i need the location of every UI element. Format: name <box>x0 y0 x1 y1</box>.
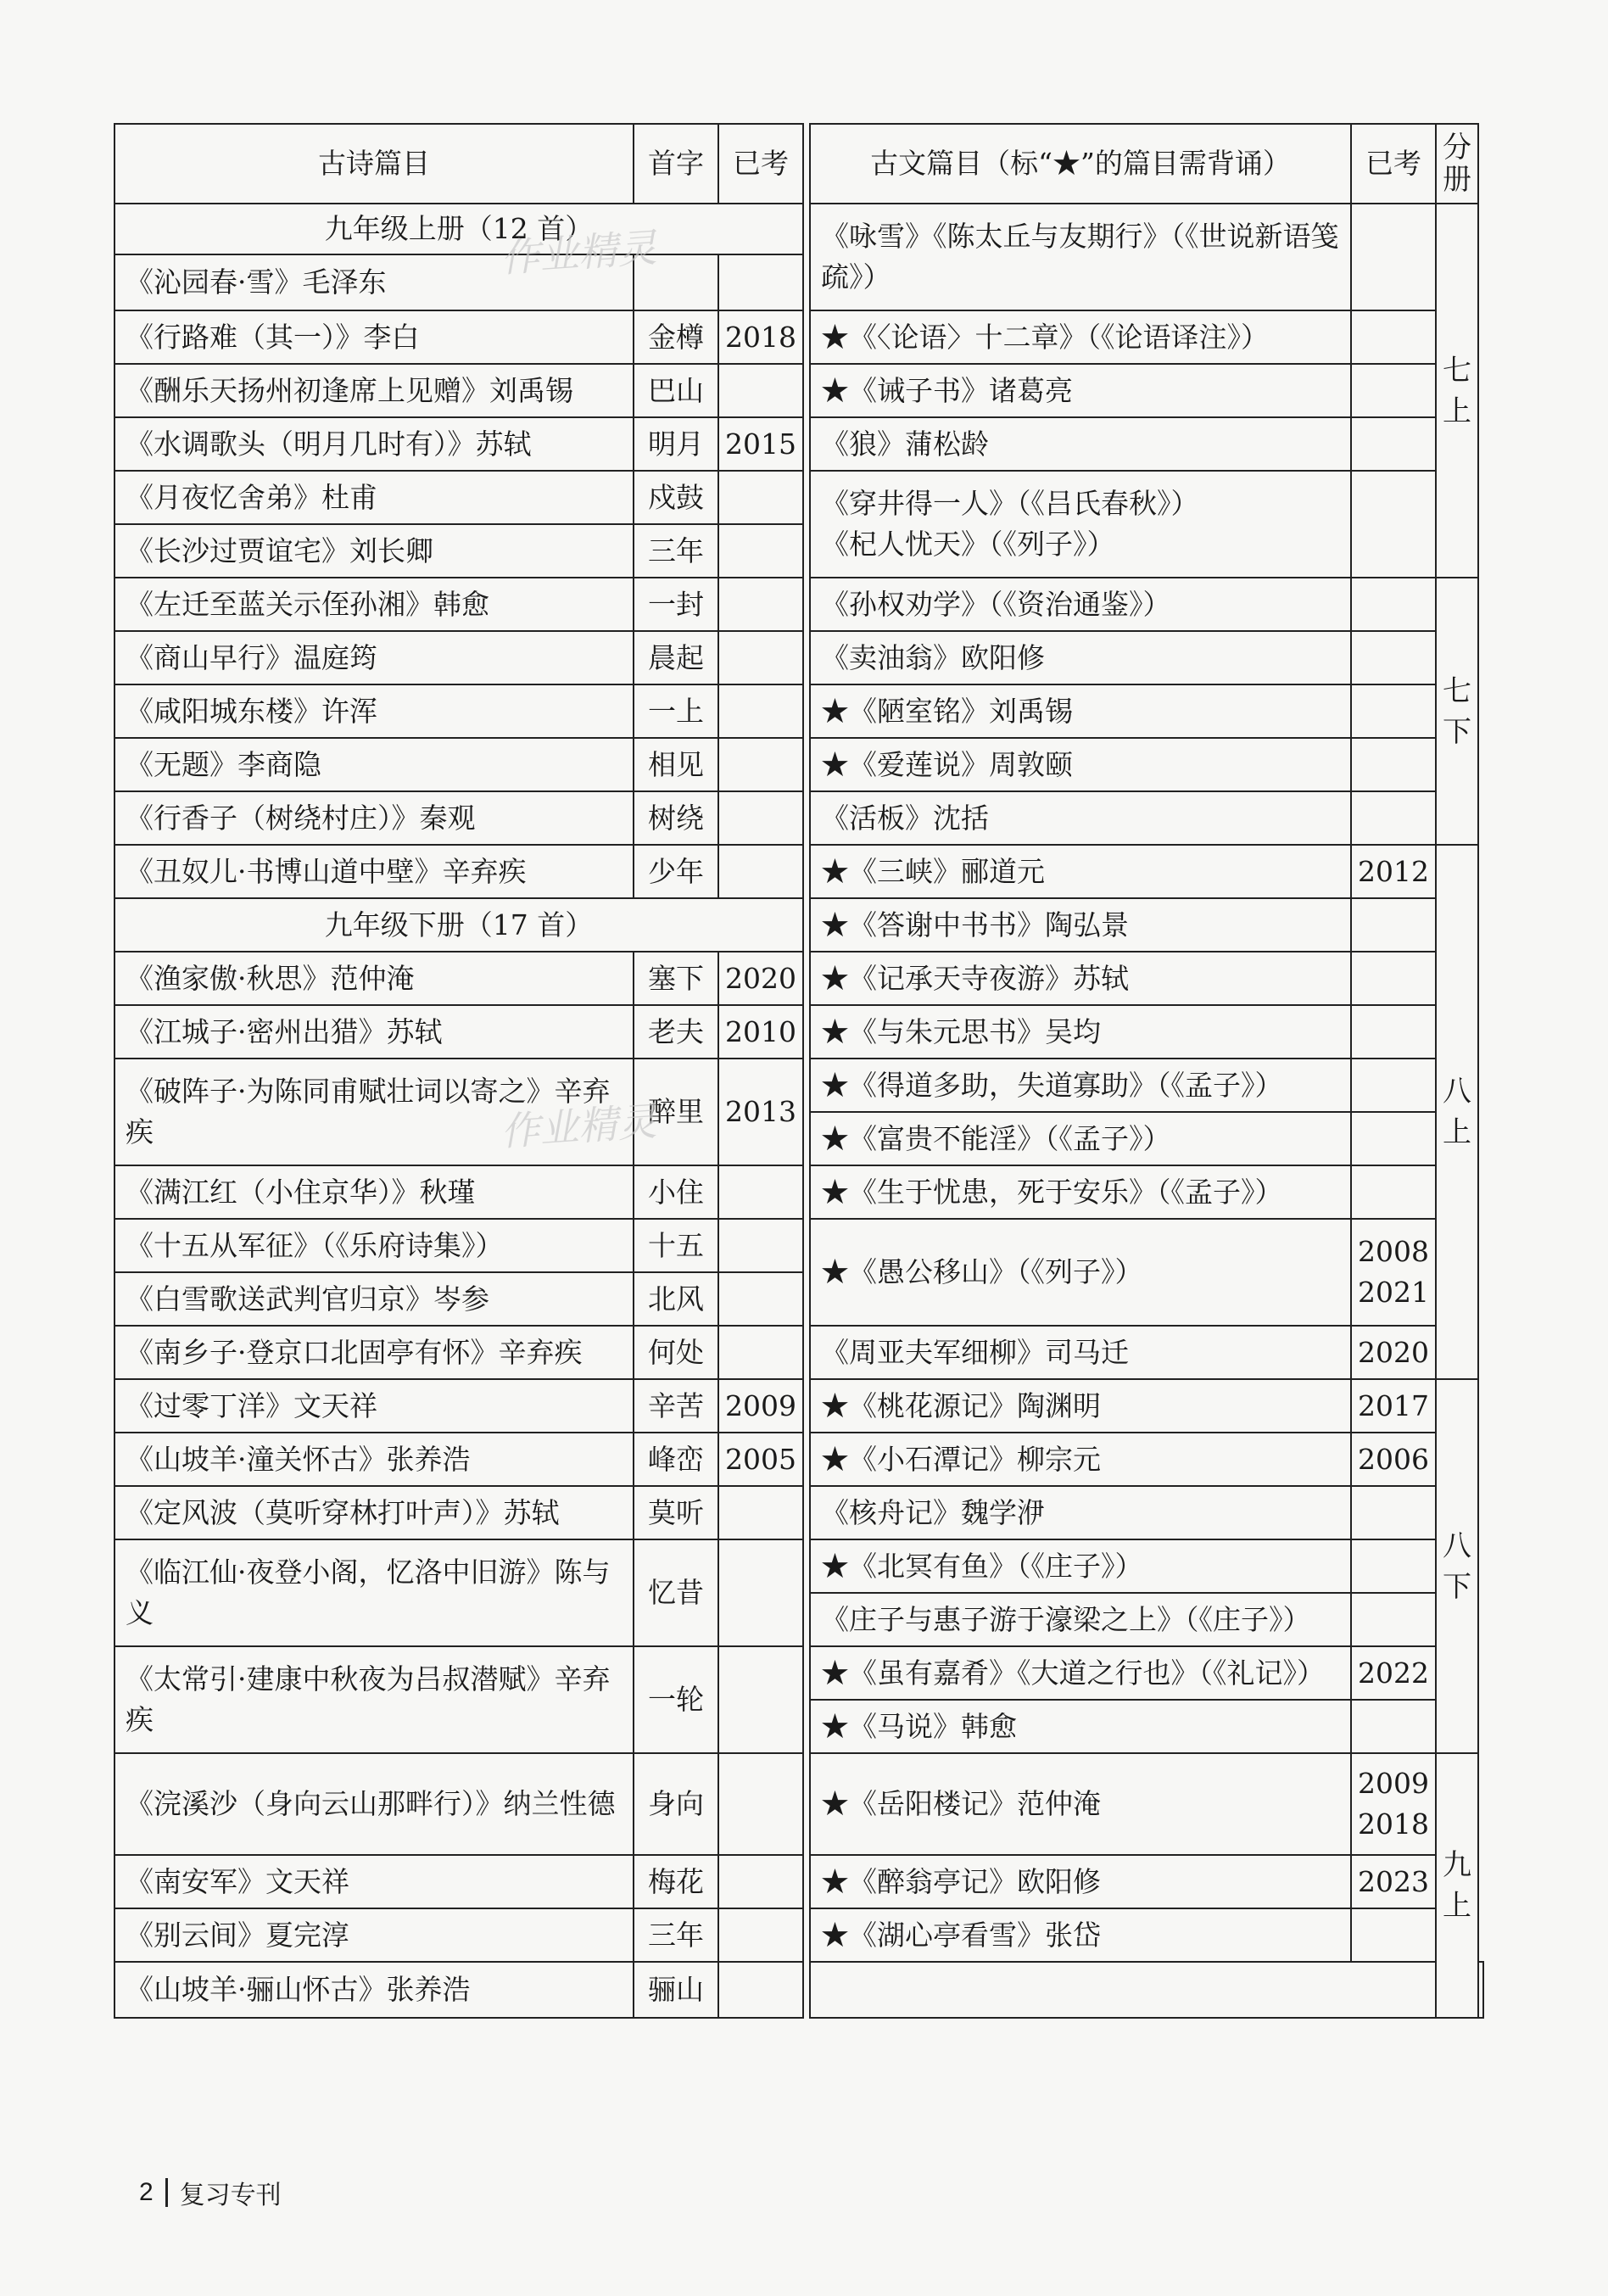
prose-tested-year <box>1351 471 1436 578</box>
poem-first-chars: 明月 <box>634 417 718 471</box>
poem-first-chars: 晨起 <box>634 631 718 684</box>
column-gap <box>803 1326 810 1379</box>
poem-tested-year <box>718 1646 803 1753</box>
prose-title: ★《爱莲说》周敦颐 <box>810 738 1351 791</box>
table-row <box>114 1059 1483 1112</box>
poem-first-chars: 峰峦 <box>634 1433 718 1486</box>
column-gap <box>803 738 810 791</box>
column-gap <box>803 254 810 310</box>
poem-first-chars: 树绕 <box>634 791 718 845</box>
column-gap <box>803 1005 810 1059</box>
poem-title: 《咸阳城东楼》许浑 <box>114 684 634 738</box>
volume-char: 九 <box>1443 1848 1471 1882</box>
poem-tested-year <box>718 1753 803 1855</box>
table-row <box>114 1486 1483 1539</box>
prose-title: ★《醉翁亭记》欧阳修 <box>810 1855 1351 1908</box>
poem-tested-year: 2005 <box>718 1433 803 1486</box>
poem-title: 《月夜忆舍弟》杜甫 <box>114 471 634 524</box>
prose-title: ★《生于忧患，死于安乐》（《孟子》） <box>810 1165 1351 1219</box>
poem-first-chars: 金樽 <box>634 310 718 364</box>
poem-title: 《左迁至蓝关示侄孙湘》韩愈 <box>114 578 634 631</box>
prose-tested-year <box>1351 364 1436 417</box>
prose-tested-year <box>1351 310 1436 364</box>
volume-label <box>1436 204 1478 578</box>
poem-first-chars: 三年 <box>634 1908 718 1962</box>
poem-title: 《山坡羊·潼关怀古》张养浩 <box>114 1433 634 1486</box>
volume-label <box>1436 1379 1478 1753</box>
poem-tested-year <box>718 1272 803 1326</box>
prose-title: ★《马说》韩愈 <box>810 1700 1351 1753</box>
table-row <box>114 1539 1483 1593</box>
table-row <box>114 471 1483 524</box>
table-row <box>114 684 1483 738</box>
prose-title: ★《答谢中书书》陶弘景 <box>810 898 1351 952</box>
table-row <box>114 310 1483 364</box>
prose-tested-year <box>1351 791 1436 845</box>
table-row <box>114 1433 1483 1486</box>
prose-title: ★《记承天寺夜游》苏轼 <box>810 952 1351 1005</box>
poem-title: 《行香子（树绕村庄）》秦观 <box>114 791 634 845</box>
poem-title: 《别云间》夏完淳 <box>114 1908 634 1962</box>
column-gap <box>803 791 810 845</box>
column-gap <box>803 1908 810 1962</box>
table-row <box>114 845 1483 898</box>
prose-tested-year <box>1351 1005 1436 1059</box>
prose-title: ★《湖心亭看雪》张岱 <box>810 1908 1351 1962</box>
prose-tested-year <box>1351 1486 1436 1539</box>
column-gap <box>803 1962 810 2018</box>
table-row <box>114 1379 1483 1433</box>
prose-title: ★《与朱元思书》吴均 <box>810 1005 1351 1059</box>
empty-cell <box>810 1962 1436 2018</box>
table-row <box>114 1326 1483 1379</box>
poem-tested-year: 2010 <box>718 1005 803 1059</box>
poem-first-chars: 三年 <box>634 524 718 578</box>
header-volume <box>1436 124 1478 204</box>
column-gap <box>803 204 810 254</box>
poem-tested-year: 2020 <box>718 952 803 1005</box>
table-row <box>114 1962 1483 2018</box>
header-prose-tested: 已考 <box>1351 124 1436 204</box>
tested-year: 2018 <box>1358 1807 1429 1841</box>
poem-tested-year <box>718 684 803 738</box>
prose-title: ★《愚公移山》（《列子》） <box>810 1219 1351 1326</box>
table-row <box>114 1753 1483 1855</box>
column-gap <box>803 1593 810 1646</box>
table-row <box>114 631 1483 684</box>
poem-title: 《太常引·建康中秋夜为吕叔潜赋》辛弃疾 <box>114 1646 634 1753</box>
poem-first-chars: 身向 <box>634 1753 718 1855</box>
poem-title: 《江城子·密州出猎》苏轼 <box>114 1005 634 1059</box>
poem-title: 《无题》李商隐 <box>114 738 634 791</box>
prose-title-line: 《杞人忧天》（《列子》） <box>821 528 1115 561</box>
poem-tested-year <box>718 1962 803 2018</box>
prose-title: 《咏雪》《陈太丘与友期行》（《世说新语笺疏》） <box>810 204 1351 310</box>
poem-title: 《过零丁洋》文天祥 <box>114 1379 634 1433</box>
prose-title: 《活板》沈括 <box>810 791 1351 845</box>
page-footer <box>139 2174 282 2211</box>
poem-tested-year <box>718 1219 803 1272</box>
prose-tested-years <box>1351 1753 1436 1855</box>
volume-char: 下 <box>1443 714 1471 749</box>
poem-title: 《长沙过贾谊宅》刘长卿 <box>114 524 634 578</box>
prose-tested-year: 2022 <box>1351 1646 1436 1700</box>
prose-tested-year <box>1351 1700 1436 1753</box>
poem-tested-year <box>718 1486 803 1539</box>
poem-title: 《十五从军征》（《乐府诗集》） <box>114 1219 634 1272</box>
poem-tested-year <box>718 1165 803 1219</box>
poem-first-chars: 十五 <box>634 1219 718 1272</box>
column-gap <box>803 1272 810 1326</box>
tested-year: 2008 <box>1358 1235 1429 1268</box>
poem-title: 《水调歌头（明月几时有）》苏轼 <box>114 417 634 471</box>
prose-tested-year <box>1351 952 1436 1005</box>
prose-tested-year <box>1351 1112 1436 1165</box>
poem-tested-year <box>718 524 803 578</box>
prose-tested-year <box>1351 898 1436 952</box>
prose-title: 《核舟记》魏学洢 <box>810 1486 1351 1539</box>
poem-tested-year <box>718 1539 803 1646</box>
column-gap <box>803 845 810 898</box>
poem-first-chars: 辛苦 <box>634 1379 718 1433</box>
tested-year: 2021 <box>1358 1276 1429 1309</box>
poem-first-chars: 一上 <box>634 684 718 738</box>
column-gap <box>803 364 810 417</box>
poem-title: 《浣溪沙（身向云山那畔行）》纳兰性德 <box>114 1753 634 1855</box>
watermark: 作业精灵 <box>499 224 658 282</box>
column-gap <box>803 1700 810 1753</box>
column-gap <box>803 1646 810 1700</box>
prose-tested-year <box>1351 631 1436 684</box>
column-gap <box>803 578 810 631</box>
column-gap <box>803 124 810 204</box>
poem-tested-year: 2009 <box>718 1379 803 1433</box>
table-row <box>114 738 1483 791</box>
column-gap <box>803 1753 810 1855</box>
poem-title: 《商山早行》温庭筠 <box>114 631 634 684</box>
syllabus-table-wrapper <box>114 123 1484 2019</box>
prose-title: ★《桃花源记》陶渊明 <box>810 1379 1351 1433</box>
poem-first-chars: 莫听 <box>634 1486 718 1539</box>
table-row <box>114 1855 1483 1908</box>
prose-title: ★《三峡》郦道元 <box>810 845 1351 898</box>
syllabus-table <box>114 123 1484 2019</box>
poem-title: 《白雪歌送武判官归京》岑参 <box>114 1272 634 1326</box>
prose-tested-year <box>1351 204 1436 310</box>
table-row <box>114 1165 1483 1219</box>
poem-first-chars: 骊山 <box>634 1962 718 2018</box>
column-gap <box>803 471 810 524</box>
table-row <box>114 364 1483 417</box>
poem-first-chars: 醉里 <box>634 1059 718 1165</box>
prose-title: 《卖油翁》欧阳修 <box>810 631 1351 684</box>
prose-tested-year <box>1351 1593 1436 1646</box>
column-gap <box>803 1112 810 1165</box>
prose-title: ★《〈论语〉十二章》（《论语译注》） <box>810 310 1351 364</box>
poem-first-chars: 塞下 <box>634 952 718 1005</box>
header-prose: 古文篇目（标“★”的篇目需背诵） <box>810 124 1351 204</box>
poem-tested-year: 2013 <box>718 1059 803 1165</box>
poem-first-chars: 一轮 <box>634 1646 718 1753</box>
volume-header-char: 册 <box>1443 163 1471 197</box>
volume-char: 上 <box>1443 394 1471 428</box>
table-row <box>114 952 1483 1005</box>
poem-tested-year <box>718 1326 803 1379</box>
table-row <box>114 1646 1483 1700</box>
header-poem: 古诗篇目 <box>114 124 634 204</box>
prose-tested-year <box>1351 1059 1436 1112</box>
prose-tested-year: 2012 <box>1351 845 1436 898</box>
poem-first-chars: 梅花 <box>634 1855 718 1908</box>
column-gap <box>803 684 810 738</box>
prose-title: ★《岳阳楼记》范仲淹 <box>810 1753 1351 1855</box>
poem-tested-year <box>718 364 803 417</box>
prose-tested-year: 2017 <box>1351 1379 1436 1433</box>
poem-first-chars: 老夫 <box>634 1005 718 1059</box>
prose-title <box>810 471 1351 578</box>
prose-tested-year: 2023 <box>1351 1855 1436 1908</box>
volume-char: 下 <box>1443 1569 1471 1604</box>
footer-title: 复习专刊 <box>179 2181 282 2210</box>
section-title: 九年级下册（17 首） <box>114 898 803 952</box>
poem-tested-year <box>718 845 803 898</box>
poem-tested-year <box>718 1855 803 1908</box>
poem-title: 《破阵子·为陈同甫赋壮词以寄之》辛弃疾 <box>114 1059 634 1165</box>
poem-title: 《酬乐天扬州初逢席上见赠》刘禹锡 <box>114 364 634 417</box>
volume-header-char: 分 <box>1443 131 1471 165</box>
table-row <box>114 791 1483 845</box>
prose-tested-year <box>1351 1165 1436 1219</box>
poem-first-chars: 戍鼓 <box>634 471 718 524</box>
header-row <box>114 124 1483 204</box>
poem-first-chars: 忆昔 <box>634 1539 718 1646</box>
poem-tested-year <box>718 471 803 524</box>
header-tested: 已考 <box>718 124 803 204</box>
section-title: 九年级上册（12 首） <box>114 204 803 254</box>
poem-tested-year <box>718 1908 803 1962</box>
volume-char: 上 <box>1443 1889 1471 1923</box>
header-first-chars: 首字 <box>634 124 718 204</box>
poem-first-chars <box>634 254 718 310</box>
watermark: 作业精灵 <box>499 1098 658 1155</box>
table-row <box>114 1908 1483 1962</box>
footer-divider <box>165 2178 168 2207</box>
table-row <box>114 417 1483 471</box>
poem-title: 《南乡子·登京口北固亭有怀》辛弃疾 <box>114 1326 634 1379</box>
volume-label <box>1436 1753 1478 2018</box>
prose-title: ★《诫子书》诸葛亮 <box>810 364 1351 417</box>
poem-tested-year <box>718 254 803 310</box>
volume-char: 七 <box>1443 353 1471 388</box>
poem-first-chars: 相见 <box>634 738 718 791</box>
poem-tested-year: 2015 <box>718 417 803 471</box>
poem-tested-year <box>718 578 803 631</box>
poem-tested-year: 2018 <box>718 310 803 364</box>
volume-char: 八 <box>1443 1528 1471 1563</box>
poem-tested-year <box>718 791 803 845</box>
prose-tested-year: 2006 <box>1351 1433 1436 1486</box>
column-gap <box>803 1219 810 1272</box>
column-gap <box>803 1855 810 1908</box>
table-row <box>114 578 1483 631</box>
poem-title: 《临江仙·夜登小阁，忆洛中旧游》陈与义 <box>114 1539 634 1646</box>
poem-tested-year <box>718 631 803 684</box>
poem-first-chars: 北风 <box>634 1272 718 1326</box>
empty-cell <box>1478 1962 1483 2018</box>
column-gap <box>803 1486 810 1539</box>
prose-title: 《狼》蒲松龄 <box>810 417 1351 471</box>
prose-tested-year <box>1351 578 1436 631</box>
table-row <box>114 204 1483 254</box>
column-gap <box>803 952 810 1005</box>
poem-first-chars: 巴山 <box>634 364 718 417</box>
column-gap <box>803 524 810 578</box>
column-gap <box>803 417 810 471</box>
volume-char: 七 <box>1443 673 1471 708</box>
poem-first-chars: 一封 <box>634 578 718 631</box>
tested-year: 2009 <box>1358 1767 1429 1800</box>
poem-title: 《南安军》文天祥 <box>114 1855 634 1908</box>
prose-tested-year <box>1351 1539 1436 1593</box>
page-number: 2 <box>139 2178 154 2206</box>
prose-title: ★《得道多助，失道寡助》（《孟子》） <box>810 1059 1351 1112</box>
poem-title: 《山坡羊·骊山怀古》张养浩 <box>114 1962 634 2018</box>
poem-first-chars: 少年 <box>634 845 718 898</box>
prose-title: 《周亚夫军细柳》司马迁 <box>810 1326 1351 1379</box>
column-gap <box>803 1059 810 1112</box>
volume-char: 上 <box>1443 1115 1471 1149</box>
prose-title: ★《陋室铭》刘禹锡 <box>810 684 1351 738</box>
prose-title: ★《富贵不能淫》（《孟子》） <box>810 1112 1351 1165</box>
prose-tested-year <box>1351 738 1436 791</box>
prose-title-line: 《穿井得一人》（《吕氏春秋》） <box>821 487 1199 520</box>
prose-tested-year <box>1351 417 1436 471</box>
column-gap <box>803 898 810 952</box>
prose-title: ★《北冥有鱼》（《庄子》） <box>810 1539 1351 1593</box>
poem-title: 《满江红（小住京华）》秋瑾 <box>114 1165 634 1219</box>
poem-tested-year <box>718 738 803 791</box>
column-gap <box>803 1433 810 1486</box>
volume-label <box>1436 845 1478 1379</box>
column-gap <box>803 1379 810 1433</box>
prose-title: ★《小石潭记》柳宗元 <box>810 1433 1351 1486</box>
table-row <box>114 898 1483 952</box>
prose-title: 《庄子与惠子游于濠梁之上》（《庄子》） <box>810 1593 1351 1646</box>
prose-tested-year <box>1351 684 1436 738</box>
poem-title: 《沁园春·雪》毛泽东 <box>114 254 634 310</box>
column-gap <box>803 1539 810 1593</box>
poem-title: 《定风波（莫听穿林打叶声）》苏轼 <box>114 1486 634 1539</box>
poem-first-chars: 何处 <box>634 1326 718 1379</box>
prose-title: 《孙权劝学》（《资治通鉴》） <box>810 578 1351 631</box>
column-gap <box>803 1165 810 1219</box>
prose-tested-years <box>1351 1219 1436 1326</box>
table-row <box>114 1005 1483 1059</box>
prose-tested-year <box>1351 1908 1436 1962</box>
table-row <box>114 1219 1483 1272</box>
column-gap <box>803 631 810 684</box>
volume-label <box>1436 578 1478 845</box>
column-gap <box>803 310 810 364</box>
poem-title: 《行路难（其一）》李白 <box>114 310 634 364</box>
poem-title: 《丑奴儿·书博山道中壁》辛弃疾 <box>114 845 634 898</box>
prose-tested-year: 2020 <box>1351 1326 1436 1379</box>
prose-title: ★《虽有嘉肴》《大道之行也》（《礼记》） <box>810 1646 1351 1700</box>
poem-title: 《渔家傲·秋思》范仲淹 <box>114 952 634 1005</box>
volume-char: 八 <box>1443 1075 1471 1109</box>
poem-first-chars: 小住 <box>634 1165 718 1219</box>
